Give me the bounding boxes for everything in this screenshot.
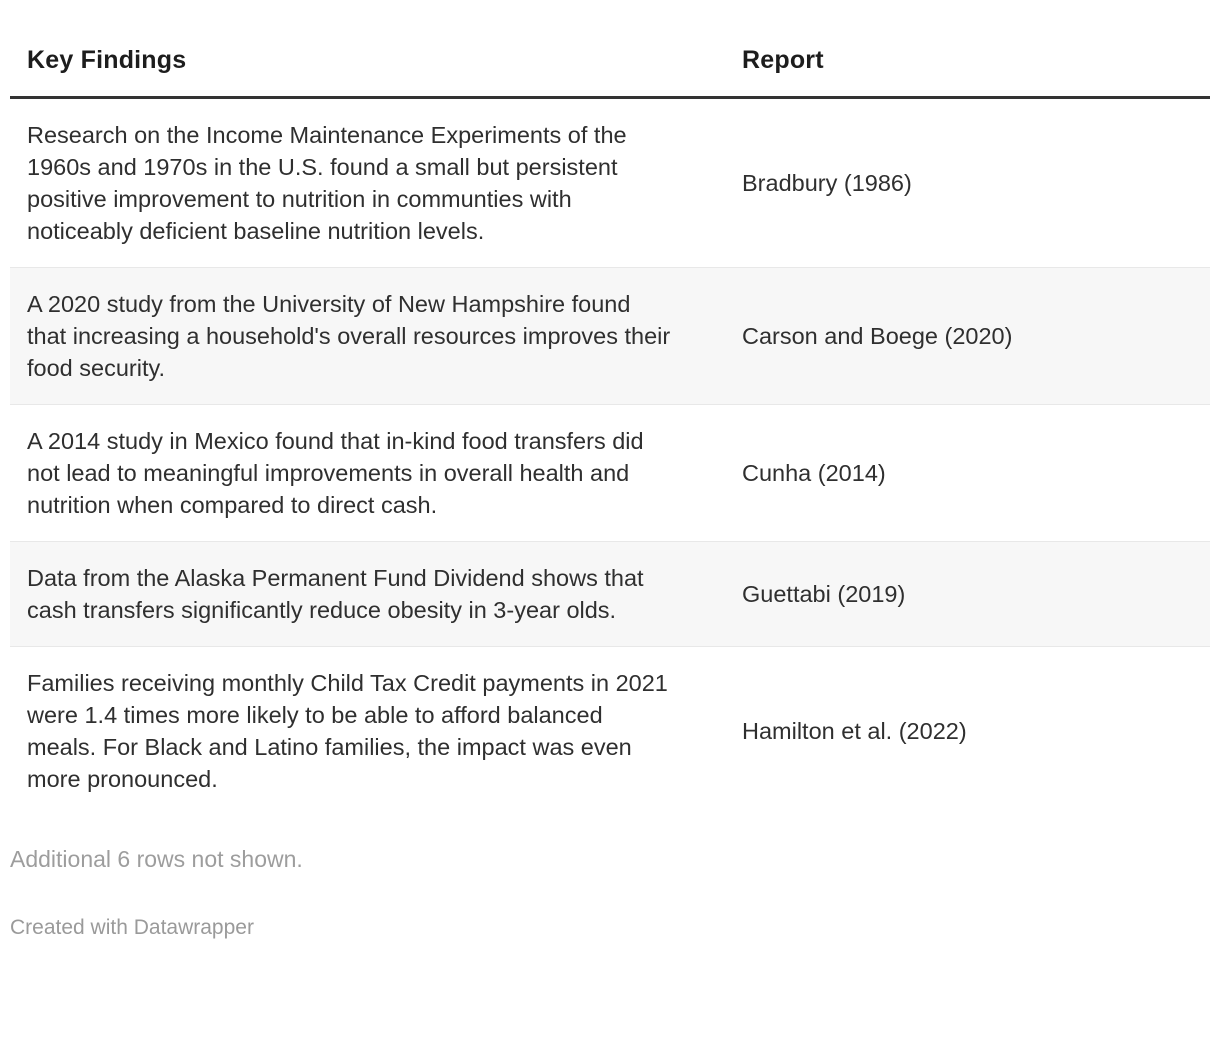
report-cell: Hamilton et al. (2022) [742, 718, 967, 744]
report-cell: Carson and Boege (2020) [725, 268, 1210, 405]
finding-cell: Data from the Alaska Permanent Fund Dividend shows that cash transfers significantly reduce obesity in 3-year olds. [10, 542, 725, 647]
table-row [10, 98, 1210, 268]
finding-cell: A 2020 study from the University of New Hampshire found that increasing a household's overall resources improves their food security. [10, 268, 725, 405]
table-row [10, 647, 1210, 816]
column-header-report: Report [725, 0, 1210, 98]
table-row [10, 542, 1210, 647]
table-row [10, 405, 1210, 542]
report-cell: Cunha (2014) [742, 460, 886, 486]
finding-cell: Families receiving monthly Child Tax Credit payments in 2021 were 1.4 times more likely to be able to afford balanced meals. For Black and Latino families, the impact was even more pronounced. [27, 670, 668, 792]
table-header [10, 0, 1210, 98]
key-findings-table [10, 0, 1210, 815]
credit-line [10, 915, 1210, 940]
report-cell: Bradbury (1986) [742, 170, 912, 196]
table-row [10, 268, 1210, 405]
datawrapper-credit-link[interactable]: Created with Datawrapper [10, 916, 254, 939]
finding-cell: A 2014 study in Mexico found that in-kind food transfers did not lead to meaningful improvements in overall health and nutrition when compared to direct cash. [27, 428, 644, 518]
table-body [10, 98, 1210, 816]
column-header-key-findings: Key Findings [10, 0, 725, 98]
rows-not-shown-note: Additional 6 rows not shown. [10, 846, 303, 872]
header-row [10, 0, 1210, 98]
finding-cell: Research on the Income Maintenance Experiments of the 1960s and 1970s in the U.S. found a small but persistent positive improvement to nutrition in communties with noticeably deficient baseline nutrition levels. [27, 122, 627, 244]
report-cell: Guettabi (2019) [725, 542, 1210, 647]
